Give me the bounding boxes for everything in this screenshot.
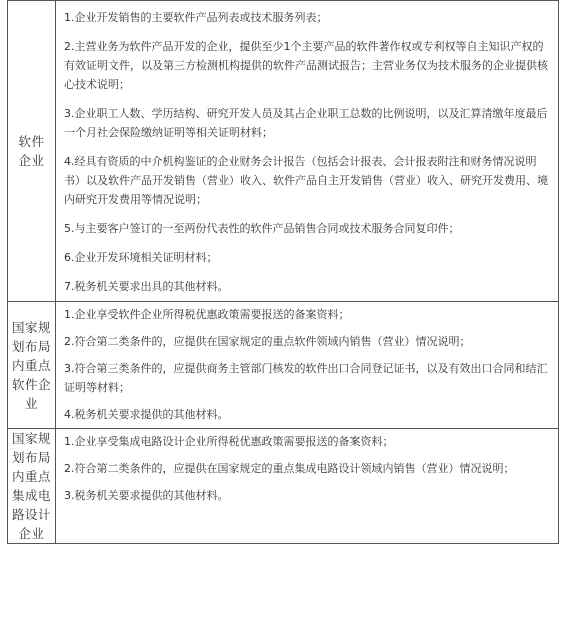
- list-item: 2.符合第二类条件的，应提供在国家规定的重点软件领域内销售（营业）情况说明；: [64, 335, 471, 348]
- category-line: 内重点: [11, 357, 51, 373]
- items-cell: [56, 302, 559, 429]
- category-line: 国家规: [11, 431, 51, 446]
- category-line: 软件企: [11, 376, 51, 392]
- requirements-table: [7, 0, 559, 544]
- category-line: 国家规: [11, 319, 51, 335]
- items-cell: [56, 429, 559, 544]
- category-line: 集成电: [11, 488, 51, 503]
- list-item: 1.企业享受软件企业所得税优惠政策需要报送的备案资料；: [64, 308, 350, 321]
- category-line: 划布局: [11, 450, 51, 465]
- list-item: 4.税务机关要求提供的其他材料。: [64, 408, 229, 421]
- list-item: 4.经具有资质的中介机构鉴证的企业财务会计报告（包括会计报表、会计报表附注和财务情况说明书）以及软件产品开发销售（营业）收入、软件产品自主开发销售（营业）收入、研究开发费用、境内研究开发费用等情况说明；: [64, 155, 548, 206]
- list-item: 1.企业享受集成电路设计企业所得税优惠政策需要报送的备案资料；: [64, 435, 394, 448]
- category-line: 软件: [18, 134, 45, 149]
- items-cell: [56, 1, 559, 302]
- table-row: [8, 302, 559, 429]
- category-line: 路设计: [11, 507, 51, 522]
- category-line: 企业: [18, 153, 45, 168]
- category-line: 企业: [18, 526, 45, 541]
- list-item: 3.税务机关要求提供的其他材料。: [64, 489, 229, 502]
- category-line: 业: [24, 395, 38, 411]
- table-row: [8, 1, 559, 302]
- list-item: 2.符合第二类条件的，应提供在国家规定的重点集成电路设计领域内销售（营业）情况说明；: [64, 462, 515, 475]
- list-item: 6.企业开发环境相关证明材料；: [64, 251, 218, 264]
- list-item: 5.与主要客户签订的一至两份代表性的软件产品销售合同或技术服务合同复印件；: [64, 222, 460, 235]
- category-line: 划布局: [11, 338, 51, 354]
- category-cell: [8, 302, 56, 429]
- list-item: 1.企业开发销售的主要软件产品列表或技术服务列表；: [64, 11, 328, 24]
- list-item: 7.税务机关要求出具的其他材料。: [64, 280, 229, 293]
- table-row: [8, 429, 559, 544]
- list-item: 3.符合第三类条件的，应提供商务主管部门核发的软件出口合同登记证书，以及有效出口合同和结汇证明等材料；: [64, 362, 548, 394]
- list-item: 3.企业职工人数、学历结构、研究开发人员及其占企业职工总数的比例说明，以及汇算清缴年度最后一个月社会保险缴纳证明等相关证明材料；: [64, 107, 548, 139]
- category-cell: [8, 429, 56, 544]
- list-item: 2.主营业务为软件产品开发的企业，提供至少1个主要产品的软件著作权或专利权等自主知识产权的有效证明文件，以及第三方检测机构提供的软件产品测试报告；主营业务仅为技术服务的企业提供核心技术说明；: [64, 40, 548, 91]
- category-line: 内重点: [11, 469, 51, 484]
- category-cell: [8, 1, 56, 302]
